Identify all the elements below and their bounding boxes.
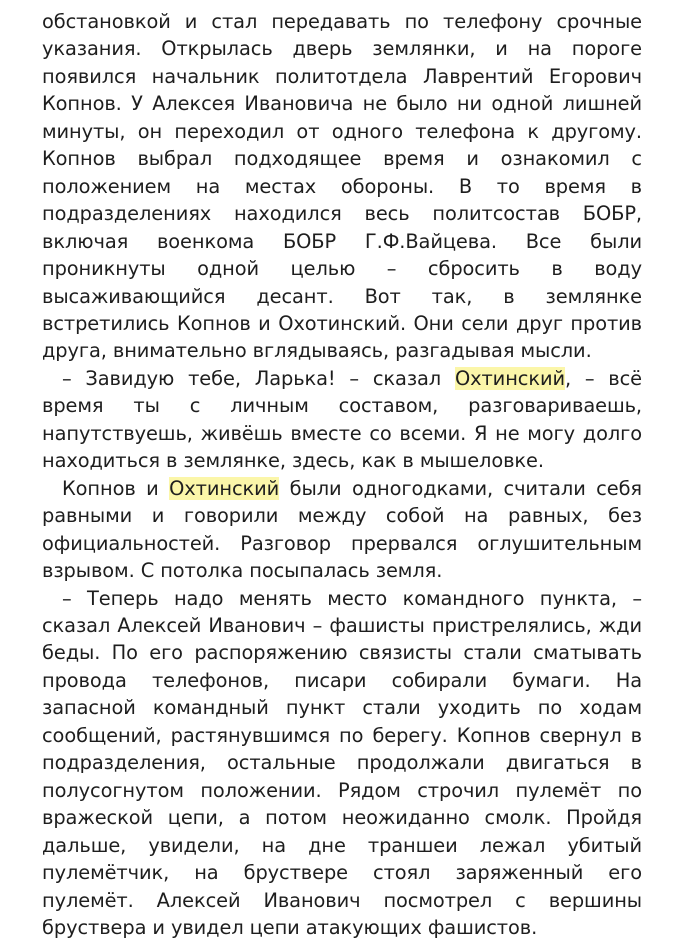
paragraph-4	[42, 585, 642, 941]
paragraph-1-text: обстановкой и стал передавать по телефону срочные указания. Открылась дверь землянки, и на пороге появился начальник политотдела Лаврентий Егорович Копнов. У Алексея Ивановича не было ни одной лишней минуты, он переходил от одного телефона к другому. Копнов выбрал подходящее время и ознакомил с положением на местах обороны. В то время в подразделениях находился весь политсостав БОБР, включая военкома БОБР Г.Ф.Вайцева. Все были проникнуты одной целью – сбросить в воду высаживающийся десант. Вот так, в землянке встретились Копнов и Охотинский. Они сели друг против друга, внимательно вглядываясь, разгадывая мысли.	[42, 10, 642, 363]
paragraph-2-text-end: , – всё время ты с личным составом, разговариваешь, напутствуешь, живёшь вместе со всеми. Я не могу долго находиться в землянке, здесь, как в мышеловке.	[42, 366, 643, 473]
paragraph-2	[42, 365, 642, 475]
paragraph-4-text: – Теперь надо менять место командного пункта, – сказал Алексей Иванович – фашисты пристрелялись, жди беды. По его распоряжению связисты стали сматывать провода телефонов, писари собирали бумаги. На запасной командный пункт стали уходить по ходам сообщений, растянувшимся по берегу. Копнов свернул в подразделения, остальные продолжали двигаться в полусогнутом положении. Рядом строчил пулемёт по вражеской цепи, а потом неожиданно смолк. Пройдя дальше, увидели, на дне траншеи лежал убитый пулемётчик, на бруствере стоял заряженный его пулемёт. Алексей Иванович посмотрел с вершины бруствера и увидел цепи атакующих фашистов.	[42, 586, 642, 939]
document-page	[42, 8, 642, 941]
paragraph-3-text-start: Копнов и	[62, 476, 170, 500]
paragraph-3	[42, 475, 642, 585]
paragraph-1	[42, 8, 642, 365]
highlighted-name: Охтинский	[454, 366, 565, 390]
paragraph-2-text-start: – Завидую тебе, Ларька! – сказал	[62, 366, 455, 390]
highlighted-name: Охтинский	[169, 476, 280, 500]
paragraph-3-text-end: были одногодками, считали себя равными и говорили между собой на равных, без официальностей. Разговор прервался оглушительным взрывом. С потолка посыпалась земля.	[42, 476, 642, 583]
